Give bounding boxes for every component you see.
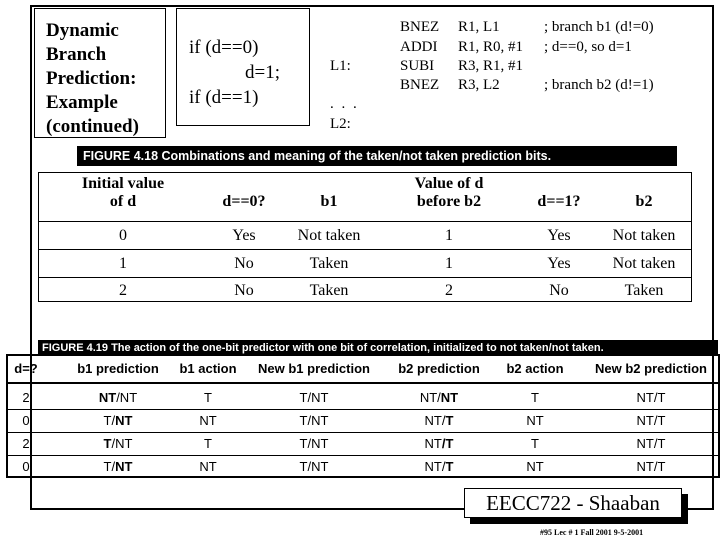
cell-text: T xyxy=(531,436,539,451)
cell-text: NT/ xyxy=(424,413,446,428)
table-cell: 0 xyxy=(119,227,127,244)
code-line: d=1; xyxy=(245,62,280,83)
cell-text: NT xyxy=(526,459,544,474)
cell-text: NT xyxy=(424,436,442,451)
source-code-box xyxy=(176,8,310,126)
asm-args: R1, L1 xyxy=(458,19,500,35)
table-border xyxy=(6,476,720,478)
cell-text: T xyxy=(445,413,454,428)
cell-text: NT xyxy=(440,390,459,405)
asm-op: BNEZ xyxy=(400,19,440,35)
table-cell xyxy=(581,390,720,405)
table-divider xyxy=(39,221,691,222)
table-border xyxy=(6,354,720,356)
table-cell: 1 xyxy=(119,255,127,272)
table-cell xyxy=(581,459,720,474)
table-cell: Yes xyxy=(232,227,256,244)
table-cell xyxy=(374,390,504,405)
cell-text: NT/T xyxy=(636,390,666,405)
cell-text: NT xyxy=(199,413,217,428)
table-cell xyxy=(48,413,188,428)
asm-op: SUBI xyxy=(400,58,435,74)
title-line: (continued) xyxy=(46,116,139,137)
course-label: EECC722 - Shaaban xyxy=(464,488,682,518)
column-header: b1 action xyxy=(179,361,237,376)
course-label-box xyxy=(464,488,688,524)
table-cell xyxy=(244,459,384,474)
cell-text: 2 xyxy=(22,436,30,451)
column-header: d==0? xyxy=(222,193,266,210)
cell-text: T/ xyxy=(103,413,116,428)
asm-op: BNEZ xyxy=(400,77,440,93)
table-cell xyxy=(490,459,580,474)
table-cell: No xyxy=(234,255,254,272)
table-cell xyxy=(490,413,580,428)
figure-4-19-caption: FIGURE 4.19 The action of the one-bit predictor with one bit of correlation, initialized to not taken/not taken. xyxy=(38,340,718,356)
table-cell: No xyxy=(234,282,254,299)
table-cell xyxy=(168,436,248,451)
label-dots: . . . xyxy=(330,96,359,112)
cell-text: 0 xyxy=(22,413,30,428)
cell-text: /T xyxy=(441,436,454,451)
title-box xyxy=(34,8,166,138)
figure-4-19-table xyxy=(6,354,720,476)
cell-text: NT/ xyxy=(424,459,446,474)
column-header: New b2 prediction xyxy=(595,361,707,376)
code-line: if (d==0) xyxy=(189,37,259,58)
cell-text: /NT xyxy=(116,390,138,405)
cell-text: T xyxy=(204,390,212,405)
cell-text: T/NT xyxy=(299,436,329,451)
table-cell xyxy=(244,390,384,405)
table-cell: Taken xyxy=(309,282,349,299)
cell-text: NT/T xyxy=(636,436,666,451)
table-cell: Taken xyxy=(624,282,664,299)
table-divider xyxy=(6,455,720,456)
table-cell: Taken xyxy=(309,255,349,272)
cell-text: NT/T xyxy=(636,413,666,428)
table-cell: No xyxy=(549,282,569,299)
table-cell xyxy=(8,413,44,428)
cell-text: NT xyxy=(115,459,133,474)
column-header: New b1 prediction xyxy=(258,361,370,376)
cell-text: 2 xyxy=(22,390,30,405)
table-cell xyxy=(244,413,384,428)
table-cell: 1 xyxy=(445,227,453,244)
table-divider xyxy=(6,382,720,384)
table-cell xyxy=(48,390,188,405)
table-cell xyxy=(8,390,44,405)
table-cell xyxy=(168,390,248,405)
label-l2: L2: xyxy=(330,116,351,132)
title-line: Prediction: xyxy=(46,68,137,89)
cell-text: /NT xyxy=(111,436,133,451)
cell-text: NT xyxy=(98,390,117,405)
label-l1: L1: xyxy=(330,58,351,74)
table-cell xyxy=(168,413,248,428)
table-divider xyxy=(6,409,720,410)
table-cell: 1 xyxy=(445,255,453,272)
table-cell xyxy=(581,413,720,428)
cell-text: T/NT xyxy=(299,390,329,405)
table-divider xyxy=(39,277,691,278)
column-header: Value of d before b2 xyxy=(414,175,484,210)
cell-text: T/ xyxy=(103,459,116,474)
column-header: d==1? xyxy=(537,193,581,210)
table-cell xyxy=(374,459,504,474)
column-header: b1 xyxy=(320,193,338,210)
column-header: b2 xyxy=(635,193,653,210)
cell-text: T xyxy=(531,390,539,405)
cell-text: NT xyxy=(526,413,544,428)
cell-text: 0 xyxy=(22,459,30,474)
asm-args: R3, R1, #1 xyxy=(458,58,524,74)
figure-4-18-caption: FIGURE 4.18 Combinations and meaning of the taken/not taken prediction bits. xyxy=(77,146,677,166)
column-header: b1 prediction xyxy=(77,361,159,376)
title-line: Branch xyxy=(46,44,107,65)
asm-comment: ; d==0, so d=1 xyxy=(544,39,632,55)
title-line: Example xyxy=(46,92,118,113)
asm-comment: ; branch b2 (d!=1) xyxy=(544,77,654,93)
cell-text: T xyxy=(103,436,112,451)
slide-footer-note: #95 Lec # 1 Fall 2001 9-5-2001 xyxy=(540,528,644,537)
cell-text: T/NT xyxy=(299,413,329,428)
table-cell xyxy=(8,436,44,451)
table-cell: Not taken xyxy=(612,255,676,272)
column-header: b2 prediction xyxy=(398,361,480,376)
asm-op: ADDI xyxy=(400,39,438,55)
cell-text: T xyxy=(204,436,212,451)
table-cell xyxy=(374,436,504,451)
table-cell xyxy=(490,436,580,451)
table-cell xyxy=(168,459,248,474)
cell-text: NT/ xyxy=(419,390,441,405)
cell-text: NT xyxy=(115,413,133,428)
cell-text: NT/T xyxy=(636,459,666,474)
title-line: Dynamic xyxy=(46,20,119,41)
table-cell xyxy=(48,459,188,474)
table-cell: 2 xyxy=(445,282,453,299)
table-cell xyxy=(581,436,720,451)
table-cell: Yes xyxy=(547,255,571,272)
column-header: b2 action xyxy=(506,361,564,376)
cell-text: NT xyxy=(199,459,217,474)
code-line: if (d==1) xyxy=(189,87,259,108)
table-divider xyxy=(6,432,720,433)
asm-args: R1, R0, #1 xyxy=(458,39,524,55)
table-cell xyxy=(48,436,188,451)
table-cell: Yes xyxy=(547,227,571,244)
table-cell: 2 xyxy=(119,282,127,299)
table-divider xyxy=(39,249,691,250)
table-cell xyxy=(8,459,44,474)
table-cell: Not taken xyxy=(612,227,676,244)
column-header: Initial value of d xyxy=(81,175,165,210)
table-cell xyxy=(244,436,384,451)
table-cell xyxy=(490,390,580,405)
asm-comment: ; branch b1 (d!=0) xyxy=(544,19,654,35)
column-header: d=? xyxy=(14,361,38,376)
table-cell xyxy=(374,413,504,428)
asm-args: R3, L2 xyxy=(458,77,500,93)
cell-text: T xyxy=(445,459,454,474)
cell-text: T/NT xyxy=(299,459,329,474)
table-cell: Not taken xyxy=(297,227,361,244)
figure-4-18-table xyxy=(38,172,692,302)
